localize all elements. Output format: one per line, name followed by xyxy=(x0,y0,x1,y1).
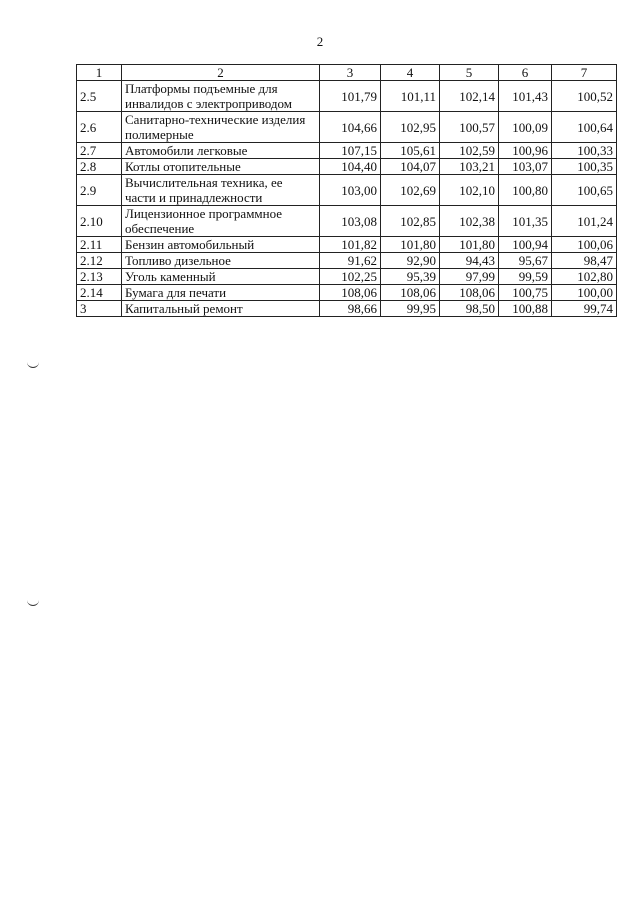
row-value: 100,52 xyxy=(552,81,617,112)
row-value: 95,67 xyxy=(499,253,552,269)
row-name: Лицензионное программное обеспечение xyxy=(122,206,320,237)
row-value: 99,74 xyxy=(552,301,617,317)
row-value: 98,50 xyxy=(440,301,499,317)
row-value: 100,75 xyxy=(499,285,552,301)
row-value: 91,62 xyxy=(320,253,381,269)
row-value: 101,11 xyxy=(381,81,440,112)
row-code: 2.10 xyxy=(77,206,122,237)
row-code: 2.9 xyxy=(77,175,122,206)
row-value: 100,64 xyxy=(552,112,617,143)
row-value: 99,59 xyxy=(499,269,552,285)
row-value: 100,96 xyxy=(499,143,552,159)
row-value: 103,00 xyxy=(320,175,381,206)
row-code: 2.6 xyxy=(77,112,122,143)
row-value: 107,15 xyxy=(320,143,381,159)
row-code: 2.5 xyxy=(77,81,122,112)
row-value: 102,95 xyxy=(381,112,440,143)
header-cell: 7 xyxy=(552,65,617,81)
table-row xyxy=(77,112,617,143)
row-value: 102,14 xyxy=(440,81,499,112)
table-row xyxy=(77,301,617,317)
row-value: 101,43 xyxy=(499,81,552,112)
row-value: 100,35 xyxy=(552,159,617,175)
row-value: 101,79 xyxy=(320,81,381,112)
row-value: 108,06 xyxy=(320,285,381,301)
row-name: Вычислительная техника, ее части и принадлежности xyxy=(122,175,320,206)
row-value: 103,21 xyxy=(440,159,499,175)
row-name: Автомобили легковые xyxy=(122,143,320,159)
row-value: 94,43 xyxy=(440,253,499,269)
row-code: 2.13 xyxy=(77,269,122,285)
row-code: 3 xyxy=(77,301,122,317)
row-value: 100,06 xyxy=(552,237,617,253)
table-row xyxy=(77,285,617,301)
row-value: 99,95 xyxy=(381,301,440,317)
page-number: 2 xyxy=(316,34,324,49)
row-value: 100,94 xyxy=(499,237,552,253)
row-value: 98,66 xyxy=(320,301,381,317)
row-value: 102,25 xyxy=(320,269,381,285)
header-cell: 5 xyxy=(440,65,499,81)
row-value: 101,35 xyxy=(499,206,552,237)
row-value: 104,07 xyxy=(381,159,440,175)
table-row xyxy=(77,269,617,285)
row-value: 100,00 xyxy=(552,285,617,301)
row-value: 100,80 xyxy=(499,175,552,206)
row-value: 108,06 xyxy=(440,285,499,301)
table-row xyxy=(77,81,617,112)
row-code: 2.7 xyxy=(77,143,122,159)
row-name: Капитальный ремонт xyxy=(122,301,320,317)
binder-hole-mark xyxy=(27,362,39,368)
price-index-table xyxy=(76,64,617,317)
row-value: 102,80 xyxy=(552,269,617,285)
row-name: Уголь каменный xyxy=(122,269,320,285)
row-value: 100,88 xyxy=(499,301,552,317)
binder-hole-mark xyxy=(27,600,39,606)
row-value: 102,38 xyxy=(440,206,499,237)
row-code: 2.8 xyxy=(77,159,122,175)
row-name: Топливо дизельное xyxy=(122,253,320,269)
header-cell: 6 xyxy=(499,65,552,81)
row-value: 101,82 xyxy=(320,237,381,253)
row-value: 92,90 xyxy=(381,253,440,269)
table-row xyxy=(77,206,617,237)
header-cell: 3 xyxy=(320,65,381,81)
header-cell: 2 xyxy=(122,65,320,81)
row-value: 100,09 xyxy=(499,112,552,143)
row-value: 97,99 xyxy=(440,269,499,285)
row-value: 103,07 xyxy=(499,159,552,175)
table-row xyxy=(77,143,617,159)
row-value: 101,80 xyxy=(440,237,499,253)
row-value: 95,39 xyxy=(381,269,440,285)
row-value: 100,65 xyxy=(552,175,617,206)
row-value: 104,66 xyxy=(320,112,381,143)
row-value: 102,59 xyxy=(440,143,499,159)
row-value: 101,24 xyxy=(552,206,617,237)
table-row xyxy=(77,253,617,269)
row-code: 2.11 xyxy=(77,237,122,253)
row-value: 101,80 xyxy=(381,237,440,253)
table-row xyxy=(77,159,617,175)
row-value: 102,69 xyxy=(381,175,440,206)
table-header-row xyxy=(77,65,617,81)
row-value: 108,06 xyxy=(381,285,440,301)
table-row xyxy=(77,175,617,206)
table-row xyxy=(77,237,617,253)
row-name: Санитарно-технические изделия полимерные xyxy=(122,112,320,143)
row-value: 100,57 xyxy=(440,112,499,143)
row-value: 102,10 xyxy=(440,175,499,206)
row-name: Платформы подъемные для инвалидов с электроприводом xyxy=(122,81,320,112)
row-value: 102,85 xyxy=(381,206,440,237)
header-cell: 4 xyxy=(381,65,440,81)
row-code: 2.12 xyxy=(77,253,122,269)
row-name: Котлы отопительные xyxy=(122,159,320,175)
row-value: 98,47 xyxy=(552,253,617,269)
row-value: 104,40 xyxy=(320,159,381,175)
row-name: Бумага для печати xyxy=(122,285,320,301)
header-cell: 1 xyxy=(77,65,122,81)
row-name: Бензин автомобильный xyxy=(122,237,320,253)
row-code: 2.14 xyxy=(77,285,122,301)
row-value: 103,08 xyxy=(320,206,381,237)
row-value: 105,61 xyxy=(381,143,440,159)
row-value: 100,33 xyxy=(552,143,617,159)
